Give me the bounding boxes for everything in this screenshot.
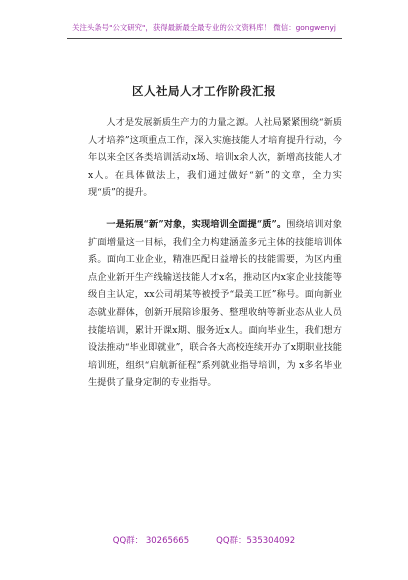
page-header-banner: 关注头条号"公文研究"，获得最新最全最专业的公文资料库！ 微信：gongwenyj: [72, 23, 336, 32]
section-one-heading: 一是拓展“新”对象，实现培训全面提“质”。: [106, 218, 287, 230]
document-title: 区人社局人才工作阶段汇报: [132, 84, 276, 98]
paragraph-intro-text: 人才是发展新质生产力的力量之源。人社局紧紧围绕“新质人才培养”这项重点工作，深入实施技能人才培育提升行动，今年以来全区各类培训活动x场、培训x余人次，新增高技能人才x人。在具体做法上，我们通过做好“新”的文章，全力实现“质”的提升。: [88, 117, 342, 199]
paragraph-intro: [88, 114, 342, 202]
page-footer-qq-groups: QQ群： 30265665 QQ群：535304092: [112, 536, 296, 546]
paragraph-section-one: [88, 216, 342, 392]
section-one-text: 围绕培训对象扩面增量这一目标，我们全力构建涵盖多元主体的技能培训体系。面向工业企业，精准匹配日益增长的技能需要，为区内重点企业新开生产线输送技能人才x名，推动区内x家企业技能等级自主认定，xx公司胡某等被授予“最美工匠”称号。面向新业态就业群体，创新开展陪诊服务、整理收纳等新业态从业人员技能培训，累计开课x期、服务近x人。面向毕业生，我们想方设法推动“毕业即就业”，联合各大高校连续开办了x期职业技能培训班，组织“启航新征程”系列就业指导培训，为 x多名毕业生提供了量身定制的专业指导。: [88, 218, 342, 389]
header-divider: [67, 38, 342, 39]
document-body: [88, 114, 342, 406]
